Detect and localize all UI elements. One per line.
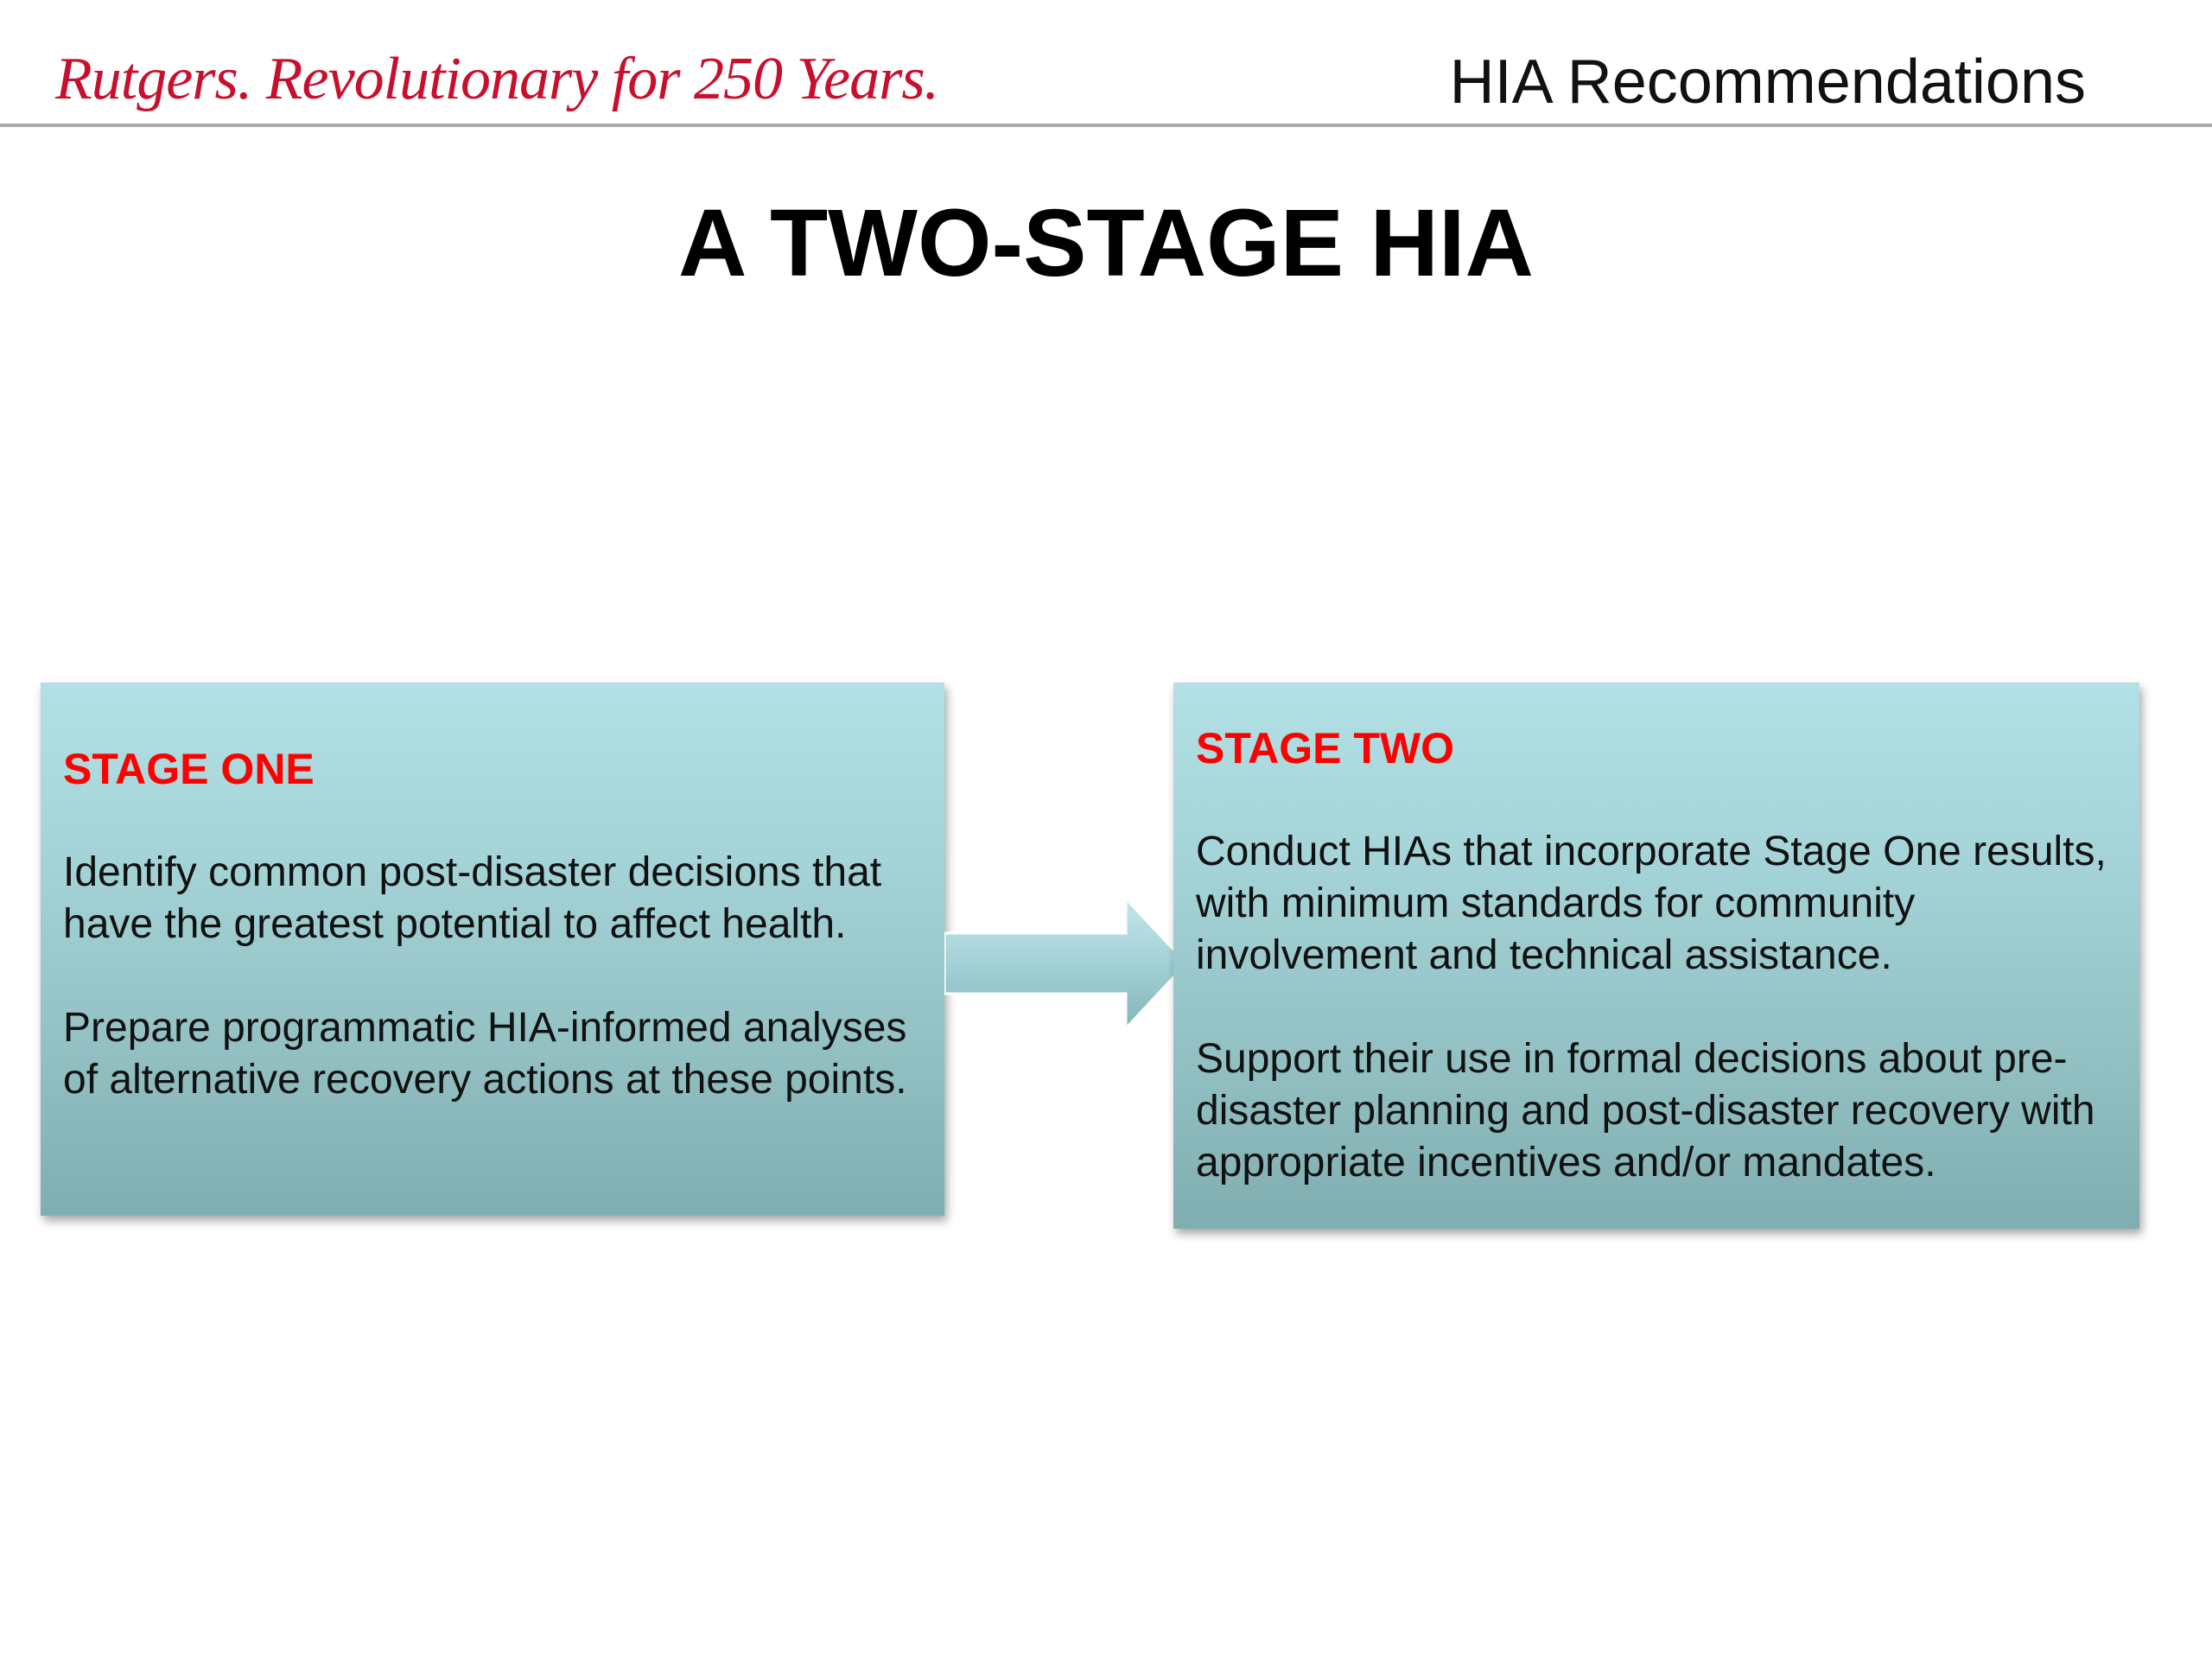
stage-one-paragraph: Identify common post-disaster decisions that have the greatest potential to affect health. bbox=[63, 849, 882, 947]
header-divider bbox=[0, 124, 2212, 127]
stage-two-paragraph: Support their use in formal decisions about pre-disaster planning and post-disaster recovery with appropriate incentives and/or mandates. bbox=[1196, 1036, 2095, 1185]
slide-title: A TWO-STAGE HIA bbox=[678, 190, 1534, 296]
section-title: HIA Recommendations bbox=[1449, 48, 2086, 117]
stage-two-paragraph: Conduct HIAs that incorporate Stage One results, with minimum standards for community involvement and technical assistance. bbox=[1196, 829, 2107, 978]
stage-one-paragraph: Prepare programmatic HIA-informed analyses of alternative recovery actions at these points. bbox=[63, 1005, 907, 1103]
stage-one-box bbox=[41, 683, 944, 1216]
stage-two-box bbox=[1173, 683, 2139, 1229]
stage-one-heading: STAGE ONE bbox=[63, 745, 315, 793]
stage-two-heading: STAGE TWO bbox=[1196, 724, 1455, 772]
right-arrow-icon bbox=[944, 899, 1186, 1028]
brand-tagline: Rutgers. Revolutionary for 250 Years. bbox=[55, 46, 939, 112]
